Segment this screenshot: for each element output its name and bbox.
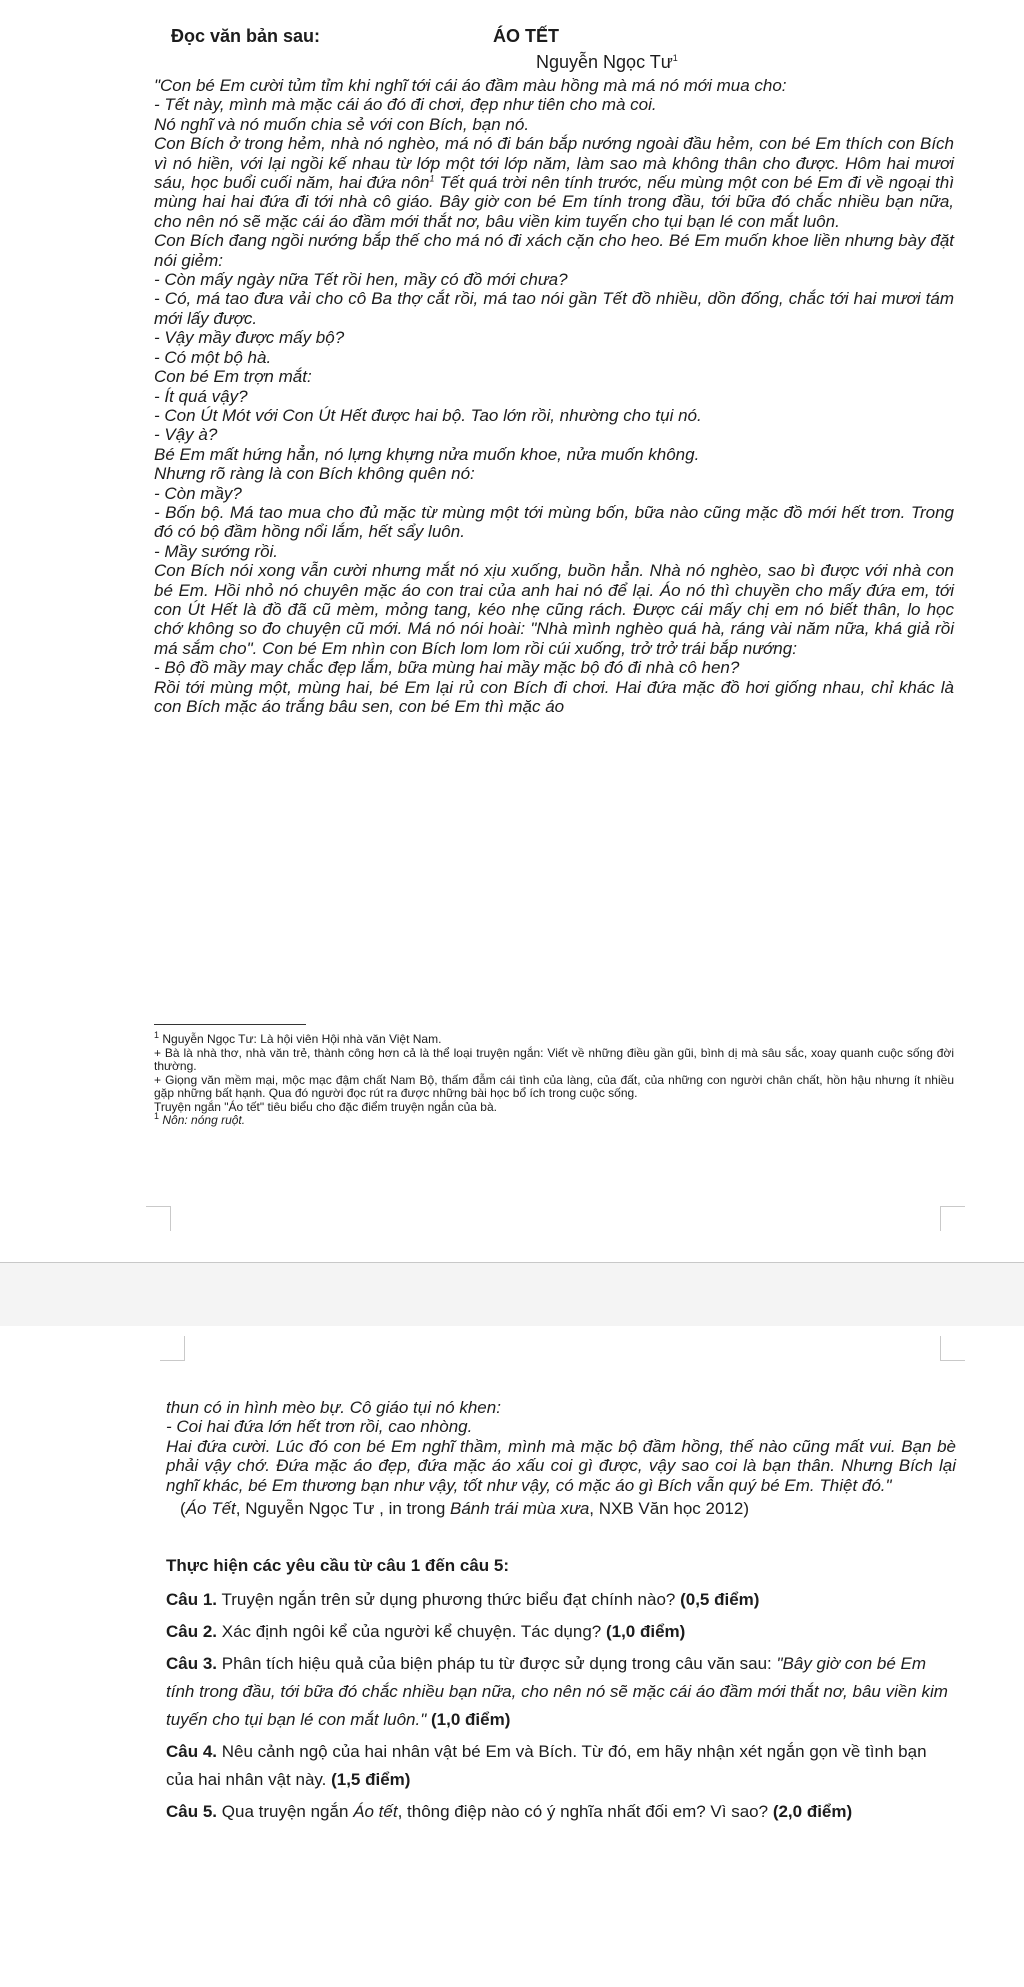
story-paragraph: Nó nghĩ và nó muốn chia sẻ với con Bích, bạn nó. [154, 114, 530, 134]
story-paragraph: - Còn mầy? [154, 483, 242, 503]
question-4 [166, 1738, 956, 1794]
story-paragraph [154, 134, 954, 231]
question-2 [166, 1618, 956, 1646]
footnotes [154, 1030, 954, 1128]
story-paragraph: Con bé Em trợn mắt: [154, 367, 312, 387]
question-text: Phân tích hiệu quả của biện pháp tu từ được sử dụng trong câu văn sau: [221, 1654, 772, 1673]
story-paragraph: - Có một bộ hà. [154, 347, 272, 367]
questions-intro: Thực hiện các yêu cầu từ câu 1 đến câu 5: [166, 1556, 510, 1575]
document-header [171, 26, 961, 78]
footnote-line: Truyện ngắn "Áo tết" tiêu biểu cho đặc điểm truyện ngắn của bà. [154, 1099, 497, 1114]
footnote-text: Nguyễn Ngọc Tư: Là hội viên Hội nhà văn Việt Nam. [162, 1032, 442, 1046]
story-paragraph: Rồi tới mùng một, mùng hai, bé Em lại rủ con Bích đi chơi. Hai đứa mặc đồ hơi giống nhau, chỉ khác là con Bích mặc áo trắng bâu sen, con bé Em thì mặc áo [154, 677, 954, 716]
story-paragraph: - Mầy sướng rồi. [154, 541, 279, 561]
question-points: (1,5 điểm) [331, 1770, 411, 1789]
story-paragraph: Nhưng rõ ràng là con Bích không quên nó: [154, 464, 475, 484]
question-label: Câu 2. [166, 1622, 218, 1641]
story-text [154, 76, 954, 716]
story-paragraph: thun có in hình mèo bự. Cô giáo tụi nó khen: [166, 1398, 501, 1417]
page-gap [0, 1262, 1024, 1328]
question-5 [166, 1798, 956, 1826]
question-points: (2,0 điểm) [772, 1802, 853, 1821]
question-quote: "Bây giờ con bé Em tính trong đầu, tới bữa đó chắc nhiều bạn nữa, cho nên nó sẽ mặc cái áo đầm mới thắt nơ, bâu viền kim tuyến cho tụi bạn lé con mắt luôn." [166, 1654, 948, 1729]
source-publisher: , NXB Văn học 2012) [589, 1499, 750, 1518]
author-name: Nguyễn Ngọc Tư [536, 52, 673, 72]
source-title: Áo Tết [185, 1499, 236, 1518]
footnote-bullet: + Giọng văn mềm mại, mộc mạc đậm chất Nam Bộ, thấm đẫm cái tình của làng, của đất, của những con người chân chất, hồn hậu nhưng ít nhiều gặp những bất hạnh. Qua đó người đọc rút ra được những bài học bổ ích trong cuộc sống. [154, 1072, 954, 1100]
story-paragraph: - Có, má tao đưa vải cho cô Ba thợ cắt rồi, má tao nói gần Tết đồ nhiều, dồn đống, chắc tới hai mươi tám mới lấy được. [154, 289, 954, 328]
question-text: Xác định ngôi kể của người kể chuyện. Tác dụng? [221, 1622, 602, 1641]
story-paragraph: - Bốn bộ. Má tao mua cho đủ mặc từ mùng một tới mùng bốn, bữa nào cũng mặc đồ mới hết trơn. Trong đó có bộ đầm hồng nổi lắm, hết sẩy luôn. [154, 502, 954, 542]
footnote-author [154, 1030, 954, 1047]
footnote-bullet: + Bà là nhà thơ, nhà văn trẻ, thành công hơn cả là thể loại truyện ngắn: Viết về những điều gần gũi, bình dị mà sâu sắc, xoay quanh cuộc sống đời thường. [154, 1045, 954, 1073]
story-text-span: Con Bích ở trong hẻm, nhà nó nghèo, má nó đi bán bắp nướng ngoài đầu hẻm, con bé Em thích con Bích vì nó hiền, với lại ngồi kế nhau từ lớp một tới lớp năm, làm sao mà không thân cho được. Hôm hai mươi sáu, học buổi cuối năm, hai đứa nôn [154, 134, 954, 193]
story-paragraph: Hai đứa cười. Lúc đó con bé Em nghĩ thầm, mình mà mặc bộ đầm hồng, thế nào cũng mất vui. Bạn bè phải vậy chớ. Đứa mặc áo đẹp, đứa mặc áo xấu coi gì được, vậy sao coi là bạn thân. Nhưng Bích lại nghĩ khác, bé Em thương bạn như vậy, tốt như vậy, có mặc áo gì Bích vẫn quý bé Em. Thiệt đó." [166, 1436, 956, 1495]
footnote-text: Nôn: nóng ruột. [162, 1113, 246, 1127]
footnote-non [154, 1111, 954, 1128]
author-footnote-mark: 1 [672, 53, 678, 63]
question-1 [166, 1586, 956, 1614]
footnote-divider [154, 1024, 306, 1025]
questions-section [166, 1552, 956, 1830]
story-text-span: Tết quá trời nên tính trước, nếu mùng một con bé Em đi về ngoại thì mùng hai hai đứa đi tới nhà cô giáo. Bây giờ con bé Em tính trong đầu, tới bữa đó chắc nhiều bạn nữa, cho nên nó sẽ mặc cái áo đầm mới thắt nơ, bâu viền kim tuyến cho tụi bạn lé con mắt luôn. [154, 173, 954, 231]
story-paragraph: "Con bé Em cười tủm tỉm khi nghĩ tới cái áo đầm màu hồng mà má nó mới mua cho: [154, 76, 787, 95]
story-paragraph: - Còn mấy ngày nữa Tết rồi hen, mầy có đồ mới chưa? [154, 270, 568, 290]
story-paragraph: - Coi hai đứa lớn hết trơn rồi, cao nhòng. [166, 1417, 473, 1437]
question-text: Nêu cảnh ngộ của hai nhân vật bé Em và Bích. Từ đó, em hãy nhận xét ngắn gọn về tình bạn của hai nhân vật này. [166, 1742, 927, 1789]
story-paragraph: Bé Em mất hứng hẳn, nó lựng khựng nửa muốn khoe, nửa muốn không. [154, 444, 700, 464]
page-corner-mark [160, 1336, 185, 1361]
story-paragraph: - Con Út Mót với Con Út Hết được hai bộ. Tao lớn rồi, nhường cho tụi nó. [154, 405, 702, 425]
question-3 [166, 1650, 956, 1734]
source-author: , Nguyễn Ngọc Tư , in trong [235, 1499, 450, 1518]
question-points: (1,0 điểm) [431, 1710, 511, 1729]
source-open: ( [180, 1499, 186, 1518]
question-text: , thông điệp nào có ý nghĩa nhất đối em? Vì sao? [397, 1802, 769, 1821]
question-label: Câu 5. [166, 1802, 218, 1821]
question-points: (1,0 điểm) [605, 1622, 686, 1641]
story-paragraph: Con Bích nói xong vẫn cười nhưng mắt nó xịu xuống, buồn hẳn. Nhà nó nghèo, sao bì được với nhà con bé Em. Hồi nhỏ nó chuyên mặc áo con trai của anh hai nó để lại. Áo nó thì chuyền cho mấy đứa em, tới con Út Hết là đồ đã cũ mèm, mỏng tang, kéo nhẹ cũng rách. Được cái mấy chị em nó biết thân, lo học chớ không so đo chuyện cũ mới. Má nó nói hoài: "Nhà mình nghèo quá hà, ráng vài năm nữa, khá giả rồi má sắm cho". Con bé Em nhìn con Bích lom lom rồi cúi xuống, trở trở trái bắp nướng: [154, 561, 954, 658]
story-paragraph: - Bộ đồ mầy may chắc đẹp lắm, bữa mùng hai mầy mặc bộ đó đi nhà cô hen? [154, 658, 740, 678]
story-paragraph: - Ít quá vậy? [154, 386, 248, 406]
question-text: Truyện ngắn trên sử dụng phương thức biểu đạt chính nào? [221, 1590, 676, 1609]
source-book: Bánh trái mùa xưa [450, 1499, 590, 1518]
question-text: Qua truyện ngắn [221, 1802, 349, 1821]
page-corner-mark [940, 1336, 965, 1361]
question-label: Câu 1. [166, 1590, 218, 1609]
story-text-continued [166, 1398, 956, 1495]
footnote-mark: 1 [154, 1111, 160, 1121]
page-corner-mark [146, 1206, 171, 1231]
question-label: Câu 4. [166, 1742, 218, 1761]
question-title: Áo tết [353, 1802, 398, 1821]
reading-instruction: Đọc văn bản sau: [171, 26, 321, 46]
story-paragraph: - Vậy à? [154, 425, 218, 445]
footnote-mark-non: 1 [429, 173, 435, 184]
story-source [180, 1499, 749, 1519]
question-label: Câu 3. [166, 1654, 218, 1673]
footnote-mark: 1 [154, 1030, 160, 1040]
story-paragraph: - Tết này, mình mà mặc cái áo đó đi chơi, đẹp như tiên cho mà coi. [154, 95, 657, 115]
story-author [536, 52, 678, 73]
page-corner-mark [940, 1206, 965, 1231]
question-points: (0,5 điểm) [680, 1590, 760, 1609]
story-title: ÁO TẾT [493, 26, 559, 46]
story-paragraph: - Vậy mầy được mấy bộ? [154, 328, 345, 348]
story-paragraph: Con Bích đang ngồi nướng bắp thế cho má nó đi xách cặn cho heo. Bé Em muốn khoe liền nhưng bày đặt nói giẻm: [154, 231, 954, 270]
